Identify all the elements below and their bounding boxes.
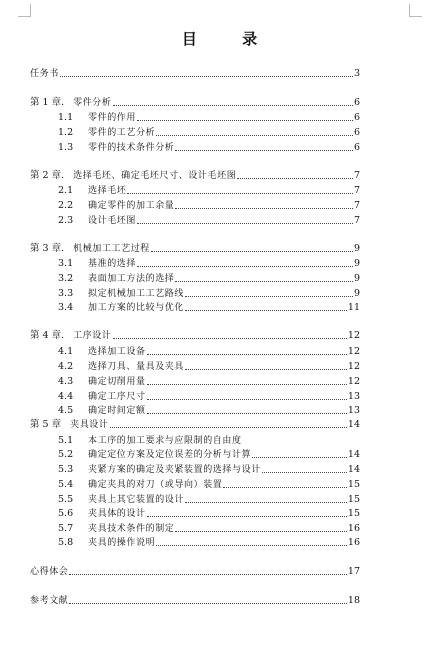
toc-chapter-4[interactable]	[30, 328, 360, 342]
toc-section-5-1[interactable]	[58, 433, 360, 447]
toc-entry-label: 参考文献	[30, 596, 69, 606]
toc-leader	[156, 135, 353, 136]
toc-section-4-2[interactable]	[58, 359, 360, 373]
toc-page-number: 12	[347, 361, 360, 372]
toc-entry-label: 心得体会	[30, 567, 69, 577]
toc-section-5-5[interactable]	[58, 492, 360, 506]
toc-entry-label: 确定切削用量	[88, 377, 146, 387]
toc-page-number: 7	[353, 200, 360, 211]
toc-section-number: 1.3	[58, 142, 74, 153]
toc-entry-label: 夹具上其它装置的设计	[88, 495, 185, 505]
toc-entry-task-book[interactable]	[30, 66, 360, 80]
toc-page-number: 3	[353, 68, 360, 79]
toc-leader	[185, 502, 347, 503]
toc-entry-label: 夹具技术条件的制定	[88, 524, 175, 534]
toc-section-number: 4.2	[58, 361, 74, 372]
toc-section-number: 3.4	[58, 302, 74, 313]
toc-leader	[60, 76, 353, 77]
toc-entry-label: 拟定机械加工工艺路线	[88, 289, 185, 299]
toc-leader	[223, 487, 347, 488]
toc-entry-label: 选择毛坯、确定毛坯尺寸、设计毛坯图	[73, 171, 237, 181]
toc-section-number: 5.4	[58, 479, 74, 490]
toc-entry-label: 夹具的操作说明	[88, 538, 156, 548]
toc-page-number: 15	[347, 508, 360, 519]
toc-section-4-1[interactable]	[58, 344, 360, 358]
toc-leader	[137, 223, 353, 224]
toc-chapter-1[interactable]	[30, 95, 360, 109]
toc-page-number: 6	[353, 127, 360, 138]
toc-section-number: 4.5	[58, 405, 74, 416]
toc-page-number: 6	[353, 112, 360, 123]
toc-leader	[175, 281, 353, 282]
toc-leader	[113, 338, 347, 339]
toc-entry-label: 确定夹具的对刀（或导向）装置	[88, 480, 223, 490]
toc-section-number: 5.1	[58, 435, 74, 446]
toc-leader	[147, 384, 347, 385]
toc-page-number: 12	[347, 346, 360, 357]
toc-section-number: 5.3	[58, 464, 74, 475]
toc-entry-label: 确定工序尺寸	[88, 392, 146, 402]
toc-page-number: 17	[347, 566, 360, 577]
toc-section-5-2[interactable]	[58, 447, 360, 461]
toc-page-number: 15	[347, 494, 360, 505]
toc-section-number: 3.1	[58, 258, 74, 269]
toc-section-number: 5.7	[58, 523, 74, 534]
toc-page-number: 13	[347, 391, 360, 402]
toc-section-number: 1.2	[58, 127, 74, 138]
toc-leader	[185, 310, 347, 311]
toc-leader	[237, 178, 353, 179]
toc-chapter-number: 第 5 章	[30, 419, 62, 430]
toc-section-number: 2.1	[58, 185, 74, 196]
toc-entry-label: 确定零件的加工余量	[88, 201, 175, 211]
toc-section-1-3[interactable]	[58, 140, 360, 154]
toc-section-1-1[interactable]	[58, 110, 360, 124]
toc-leader	[147, 399, 347, 400]
toc-page-number: 6	[353, 97, 360, 108]
toc-entry-label: 选择加工设备	[88, 347, 146, 357]
toc-page-number: 18	[347, 595, 360, 606]
toc-entry-label: 零件的技术条件分析	[88, 143, 175, 153]
toc-entry-label: 选择毛坯	[88, 186, 127, 196]
toc-page-number: 9	[353, 273, 360, 284]
toc-entry-label: 选择刀具、量具及夹具	[88, 362, 185, 372]
toc-page-number: 16	[347, 523, 360, 534]
toc-entry-label: 基准的选择	[88, 259, 137, 269]
toc-page-number: 15	[347, 479, 360, 490]
toc-section-5-4[interactable]	[58, 477, 360, 491]
toc-page-number: 12	[347, 330, 360, 341]
toc-entry-label: 零件的作用	[88, 113, 137, 123]
toc-leader	[69, 603, 347, 604]
toc-leader	[185, 296, 353, 297]
toc-section-2-2[interactable]	[58, 198, 360, 212]
toc-section-number: 4.3	[58, 376, 74, 387]
toc-leader	[252, 457, 347, 458]
toc-entry-label: 表面加工方法的选择	[88, 274, 175, 284]
toc-page-number: 14	[347, 419, 360, 430]
toc-entry-label: 设计毛坯图	[88, 216, 137, 226]
toc-section-5-3[interactable]	[58, 462, 360, 476]
toc-entry-label: 加工方案的比较与优化	[88, 303, 185, 313]
toc-leader	[185, 369, 347, 370]
toc-entry-label: 夹紧方案的确定及夹紧装置的选择与设计	[88, 465, 261, 475]
toc-chapter-number: 第 4 章.	[30, 330, 65, 341]
toc-section-number: 4.4	[58, 391, 74, 402]
toc-section-3-1[interactable]	[58, 256, 360, 270]
toc-section-5-8[interactable]	[58, 535, 360, 549]
toc-entry-label: 零件的工艺分析	[88, 128, 156, 138]
toc-page-number: 9	[353, 258, 360, 269]
toc-section-3-3[interactable]	[58, 286, 360, 300]
toc-leader	[147, 413, 347, 414]
toc-page-number: 13	[347, 405, 360, 416]
toc-entry-label: 本工序的加工要求与应限制的自由度	[88, 436, 242, 446]
toc-entry-label: 确定定位方案及定位误差的分析与计算	[88, 450, 252, 460]
toc-page-number: 16	[347, 537, 360, 548]
toc-chapter-5[interactable]	[30, 417, 360, 431]
toc-section-number: 5.6	[58, 508, 74, 519]
toc-entry-references[interactable]	[30, 593, 360, 607]
toc-section-number: 3.3	[58, 288, 74, 299]
toc-section-4-5[interactable]	[58, 403, 360, 417]
toc-entry-label: 任务书	[30, 69, 59, 79]
toc-section-3-4[interactable]	[58, 300, 360, 314]
toc-section-5-7[interactable]	[58, 521, 360, 535]
toc-section-number: 2.2	[58, 200, 74, 211]
toc-section-number: 5.2	[58, 449, 74, 460]
toc-section-2-1[interactable]	[58, 183, 360, 197]
toc-leader	[137, 266, 353, 267]
toc-page-number: 7	[353, 185, 360, 196]
toc-entry-label: 夹具设计	[70, 420, 109, 430]
toc-section-4-3[interactable]	[58, 374, 360, 388]
toc-entry-label: 确定时间定额	[88, 406, 146, 416]
toc-leader	[262, 472, 347, 473]
toc-page-number: 11	[347, 302, 360, 313]
toc-chapter-number: 第 1 章.	[30, 97, 65, 108]
toc-section-4-4[interactable]	[58, 389, 360, 403]
toc-section-1-2[interactable]	[58, 125, 360, 139]
toc-page-number: 14	[347, 464, 360, 475]
toc-section-number: 2.3	[58, 215, 74, 226]
toc-leader	[69, 574, 347, 575]
toc-section-number: 5.8	[58, 537, 74, 548]
toc-leader	[175, 150, 353, 151]
toc-entry-label: 零件分析	[73, 98, 112, 108]
toc-leader	[127, 193, 353, 194]
toc-chapter-2[interactable]	[30, 168, 360, 182]
toc-section-number: 4.1	[58, 346, 74, 357]
toc-section-number: 5.5	[58, 494, 74, 505]
toc-entry-label: 夹具体的设计	[88, 509, 146, 519]
toc-section-number: 1.1	[58, 112, 74, 123]
toc-leader	[151, 251, 353, 252]
toc-leader	[147, 354, 347, 355]
toc-entry-label: 工序设计	[73, 331, 112, 341]
toc-leader	[156, 545, 347, 546]
toc-page-number: 14	[347, 449, 360, 460]
toc-page-number: 7	[353, 215, 360, 226]
toc-chapter-number: 第 3 章.	[30, 243, 65, 254]
toc-page-number: 6	[353, 142, 360, 153]
toc-page-number: 12	[347, 376, 360, 387]
toc-entry-reflections[interactable]	[30, 564, 360, 578]
toc-entry-label: 机械加工工艺过程	[73, 244, 150, 254]
toc-page-number: 9	[353, 288, 360, 299]
toc-leader	[147, 516, 347, 517]
toc-leader	[110, 427, 347, 428]
toc-page-number: 9	[353, 243, 360, 254]
toc-leader	[175, 208, 353, 209]
toc-leader	[113, 105, 353, 106]
toc-section-number: 3.2	[58, 273, 74, 284]
toc-chapter-number: 第 2 章.	[30, 170, 65, 181]
toc-chapter-3[interactable]	[30, 241, 360, 255]
toc-section-3-2[interactable]	[58, 271, 360, 285]
toc-page-number: 7	[353, 170, 360, 181]
toc-leader	[175, 531, 347, 532]
toc-leader	[137, 120, 353, 121]
toc-title: 目 录	[181, 30, 278, 48]
toc-section-2-3[interactable]	[58, 213, 360, 227]
toc-section-5-6[interactable]	[58, 506, 360, 520]
